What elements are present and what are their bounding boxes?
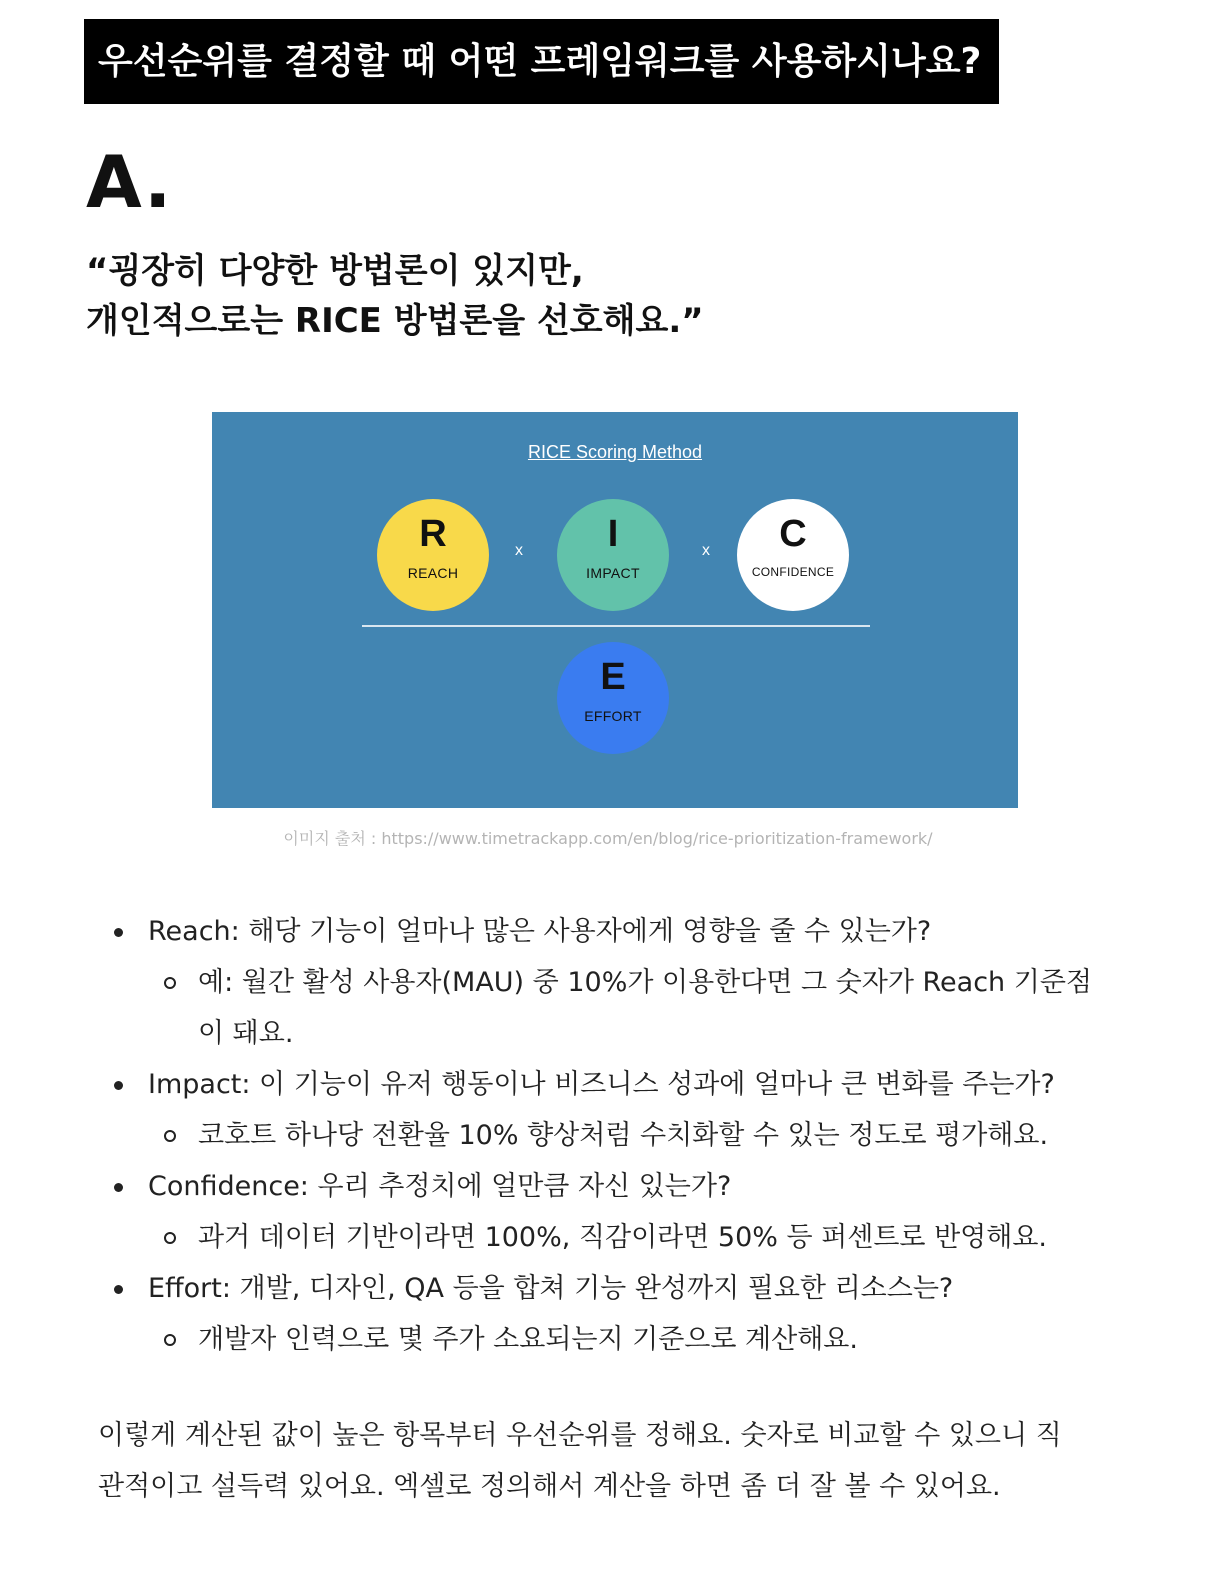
effort-word: EFFORT bbox=[584, 708, 642, 724]
list-item-confidence: Confidence: 우리 추정치에 얼만큼 자신 있는가? bbox=[148, 1161, 1108, 1212]
quote-line-1: “굉장히 다양한 방법론이 있지만, bbox=[86, 251, 584, 291]
impact-word: IMPACT bbox=[586, 565, 640, 581]
reach-word: REACH bbox=[407, 565, 459, 581]
question-banner bbox=[84, 19, 999, 104]
effort-letter: E bbox=[600, 656, 626, 698]
confidence-letter: C bbox=[779, 513, 807, 555]
sub-item-reach: 예: 월간 활성 사용자(MAU) 중 10%가 이용한다면 그 숫자가 Reach 기준점이 돼요. bbox=[198, 957, 1108, 1059]
effort-circle bbox=[557, 642, 669, 754]
rice-figure bbox=[212, 412, 1018, 808]
answer-quote bbox=[86, 246, 1086, 346]
list-item-reach: Reach: 해당 기능이 얼마나 많은 사용자에게 영향을 줄 수 있는가? bbox=[148, 906, 1108, 957]
figure-title: RICE Scoring Method bbox=[527, 442, 703, 462]
reach-circle bbox=[377, 499, 489, 611]
question-text: 우선순위를 결정할 때 어떤 프레임워크를 사용하시나요? bbox=[98, 41, 982, 82]
closing-line-1: 이렇게 계산된 값이 높은 항목부터 우선순위를 정해요. 숫자로 비교할 수 있으니 직 bbox=[98, 1420, 1062, 1451]
impact-circle bbox=[557, 499, 669, 611]
sub-item-impact: 코호트 하나당 전환율 10% 향상처럼 수치화할 수 있는 정도로 평가해요. bbox=[198, 1110, 1108, 1161]
sub-item-confidence: 과거 데이터 기반이라면 100%, 직감이라면 50% 등 퍼센트로 반영해요. bbox=[198, 1212, 1108, 1263]
closing-line-2: 관적이고 설득력 있어요. 엑셀로 정의해서 계산을 하면 좀 더 잘 볼 수 있어요. bbox=[98, 1471, 1001, 1502]
multiply-symbol-1: x bbox=[515, 542, 523, 559]
quote-line-2: 개인적으로는 RICE 방법론을 선호해요.” bbox=[86, 301, 704, 341]
confidence-circle bbox=[737, 499, 849, 611]
sub-item-effort: 개발자 인력으로 몇 주가 소요되는지 기준으로 계산해요. bbox=[198, 1314, 1108, 1365]
list-item-effort: Effort: 개발, 디자인, QA 등을 합쳐 기능 완성까지 필요한 리소스는? bbox=[148, 1263, 1108, 1314]
reach-letter: R bbox=[419, 513, 447, 555]
image-source-caption: 이미지 출처 : https://www.timetrackapp.com/en/blog/rice-prioritization-framework/ bbox=[283, 829, 933, 848]
fraction-divider bbox=[362, 625, 870, 627]
list-item-impact: Impact: 이 기능이 유저 행동이나 비즈니스 성과에 얼마나 큰 변화를 주는가? bbox=[148, 1059, 1108, 1110]
multiply-symbol-2: x bbox=[702, 542, 710, 559]
confidence-word: CONFIDENCE bbox=[751, 565, 835, 579]
answer-label: A. bbox=[86, 140, 173, 224]
impact-letter: I bbox=[607, 513, 619, 555]
rice-bullet-list bbox=[148, 906, 1108, 1365]
closing-paragraph bbox=[98, 1410, 1108, 1512]
